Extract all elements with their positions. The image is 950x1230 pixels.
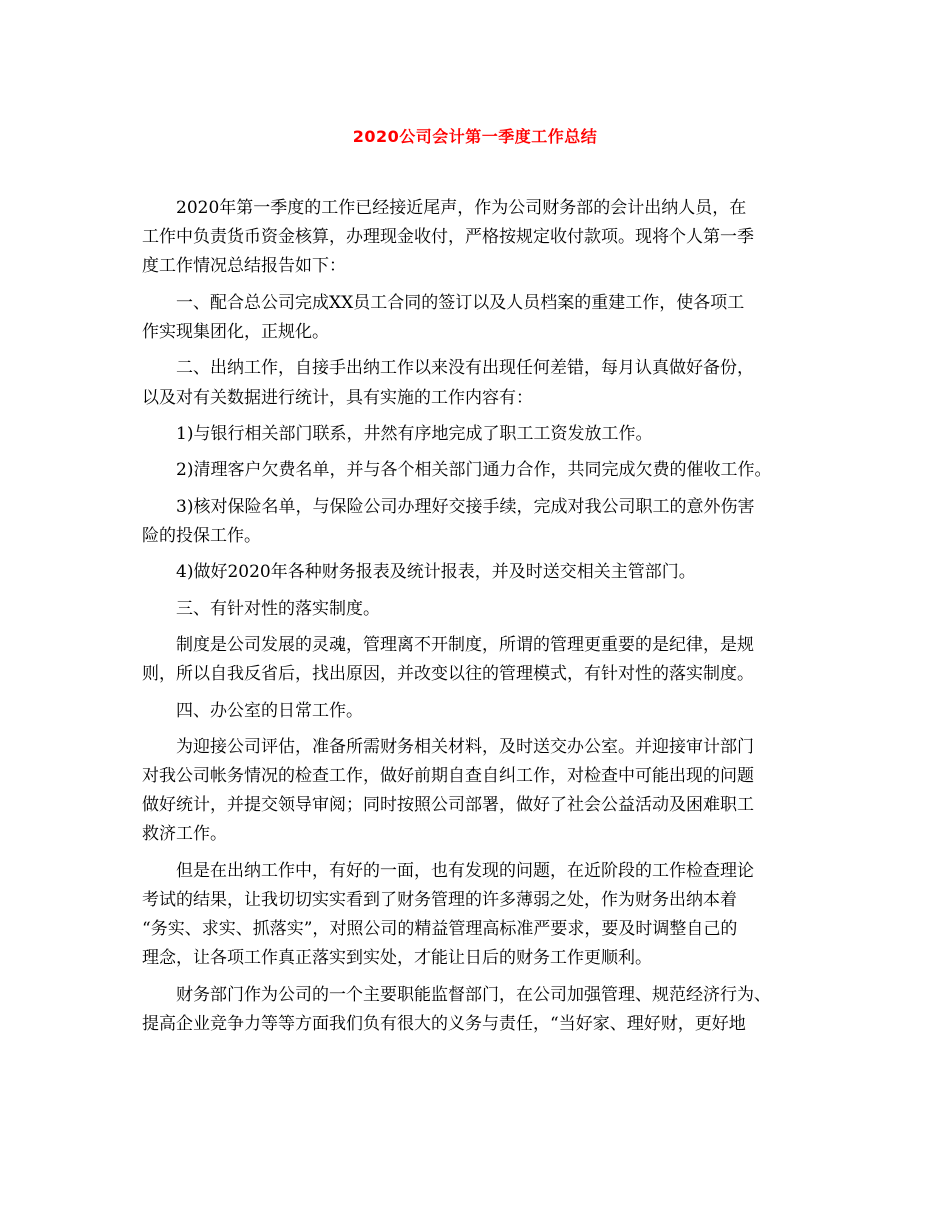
text-line: 财务部门作为公司的一个主要职能监督部门，在公司加强管理、规范经济行为、 [176,984,771,1005]
text-line: 一、配合总公司完成XX员工合同的签订以及人员档案的重建工作，使各项工 [176,292,745,313]
paragraph-gap [142,974,832,981]
text-line: 做好统计，并提交领导审阅；同时按照公司部署，做好了社会公益活动及困难职工 [142,795,754,816]
paragraph-gap [142,485,832,492]
text-line: 但是在出纳工作中，有好的一面，也有发现的问题，在近阶段的工作检查理论 [176,860,754,881]
text-line: 三、有针对性的落实制度。 [176,598,380,619]
paragraph-gap [142,347,832,354]
text-line: 提高企业竞争力等等方面我们负有很大的义务与责任，“当好家、理好财，更好地 [142,1013,746,1034]
text-line: 则，所以自我反省后，找出原因，并改变以往的管理模式，有针对性的落实制度。 [142,664,754,685]
document-title: 2020公司会计第一季度工作总结 [352,127,598,146]
text-line: 2)清理客户欠费名单，并与各个相关部门通力合作，共同完成欠费的催收工作。 [176,460,772,481]
text-line: 1)与银行相关部门联系，井然有序地完成了职工工资发放工作。 [176,423,653,444]
text-line: 救济工作。 [142,824,227,845]
text-line: 四、办公室的日常工作。 [176,700,363,721]
paragraph-gap [142,624,832,631]
paragraph-gap [142,726,832,733]
text-line: 理念，让各项工作真正落实到实处，才能让日后的财务工作更顺利。 [142,948,652,969]
text-line: 4)做好2020年各种财务报表及统计报表，并及时送交相关主管部门。 [176,562,696,583]
text-line: 制度是公司发展的灵魂，管理离不开制度，所谓的管理更重要的是纪律，是规 [176,634,754,655]
paragraph-gap [142,282,832,289]
text-line: 为迎接公司评估，准备所需财务相关材料，及时送交办公室。并迎接审计部门 [176,736,754,757]
paragraph-gap [142,587,832,594]
text-line: 2020年第一季度的工作已经接近尾声，作为公司财务部的会计出纳人员，在 [176,198,747,218]
text-line: 作实现集团化，正规化。 [142,321,329,342]
paragraph-gap [142,689,832,696]
paragraph-gap [142,449,832,456]
text-line: 险的投保工作。 [142,525,261,546]
text-line: 二、出纳工作，自接手出纳工作以来没有出现任何差错，每月认真做好备份， [176,358,754,379]
text-line: 度工作情况总结报告如下： [142,256,346,277]
text-line: 工作中负责货币资金核算，办理现金收付，严格按规定收付款项。现将个人第一季 [142,227,754,248]
paragraph-gap [142,551,832,558]
text-line: 3)核对保险名单，与保险公司办理好交接手续，完成对我公司职工的意外伤害 [176,496,755,517]
text-line: 考试的结果，让我切切实实看到了财务管理的许多薄弱之处，作为财务出纳本着 [142,890,737,910]
text-line: 以及对有关数据进行统计，具有实施的工作内容有： [142,387,533,408]
text-line: “务实、求实、抓落实”，对照公司的精益管理高标准严要求，要及时调整自己的 [142,919,738,940]
paragraph-gap [142,413,832,420]
document-body [142,194,832,1039]
text-line: 对我公司帐务情况的检查工作，做好前期自查自纠工作，对检查中可能出现的问题 [142,766,754,787]
paragraph-gap [142,850,832,857]
